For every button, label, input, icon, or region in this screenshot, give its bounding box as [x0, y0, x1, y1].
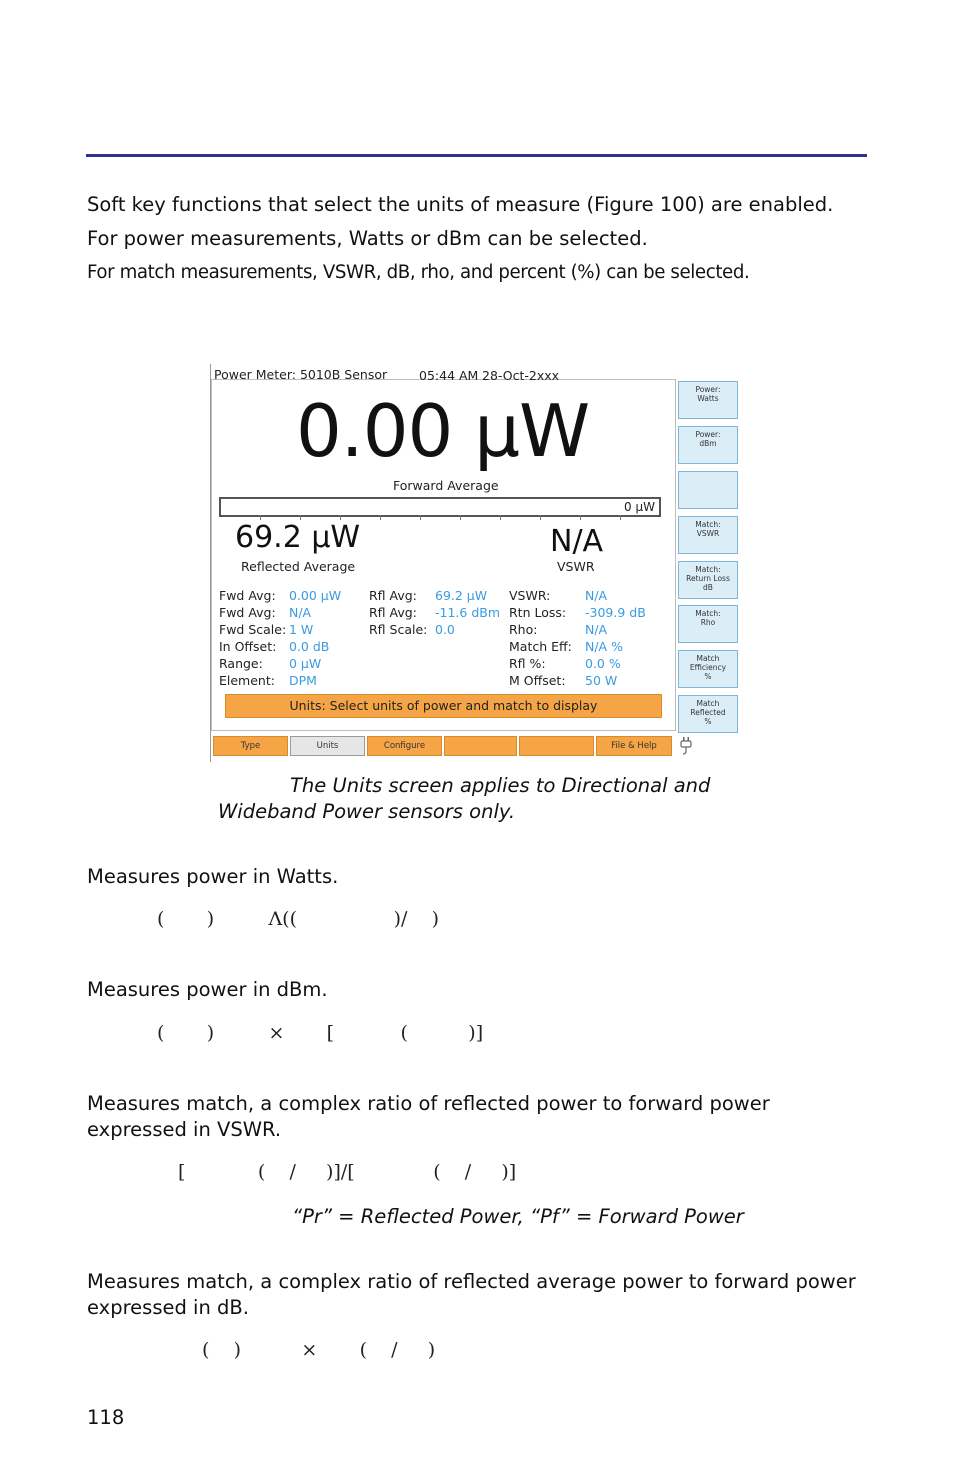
intro-line-1: Soft key functions that select the units of measure (Figure 100) are enabled. — [87, 193, 834, 216]
col1-value: DPM — [289, 673, 317, 688]
softkey-line: Match: — [695, 609, 721, 618]
reflected-average-label: Reflected Average — [241, 559, 356, 574]
softkey-line: Return Loss — [686, 574, 730, 583]
col3-value: -309.9 dB — [585, 605, 646, 620]
bottom-key-blank[interactable] — [519, 736, 594, 756]
watts-formula: ( ) Λ(( )∕ ) — [157, 908, 440, 930]
softkey-match-return-loss[interactable] — [678, 561, 738, 599]
col3-label: Match Eff: — [509, 639, 572, 654]
bar-tick — [420, 515, 421, 520]
return-loss-description-2: expressed in dB. — [87, 1296, 249, 1319]
watts-description: Measures power in Watts. — [87, 865, 339, 888]
softkey-match-reflected[interactable] — [678, 695, 738, 733]
figure-caption-line-1: The Units screen applies to Directional and — [290, 774, 711, 797]
col3-value: 0.0 % — [585, 656, 621, 671]
bar-tick — [380, 515, 381, 520]
bottom-key-units[interactable]: Units — [290, 736, 365, 756]
softkey-blank[interactable] — [678, 471, 738, 509]
col1-value: N/A — [289, 605, 312, 620]
col1-label: Fwd Scale: — [219, 622, 287, 637]
softkey-line: Power: — [695, 385, 721, 394]
softkey-line: Power: — [695, 430, 721, 439]
softkey-line: dB — [703, 583, 713, 592]
screen-title: Power Meter: 5010B Sensor — [214, 367, 388, 382]
col3-label: Rtn Loss: — [509, 605, 567, 620]
col3-value: N/A — [585, 588, 608, 603]
col3-value: N/A — [585, 622, 608, 637]
intro-line-2: For power measurements, Watts or dBm can be selected. — [87, 227, 648, 250]
col3-label: Rho: — [509, 622, 538, 637]
softkey-line: Rho — [700, 618, 716, 627]
col3-label: VSWR: — [509, 588, 551, 603]
bar-tick — [460, 515, 461, 520]
forward-average-value: 0.00 µW — [296, 389, 590, 473]
power-plug-icon — [680, 737, 692, 755]
col3-value: N/A % — [585, 639, 623, 654]
bar-tick — [540, 515, 541, 520]
page-number: 118 — [87, 1406, 125, 1429]
col3-value: 50 W — [585, 673, 618, 688]
col1-label: Fwd Avg: — [219, 588, 276, 603]
softkey-line: % — [704, 717, 712, 726]
return-loss-description-1: Measures match, a complex ratio of reflected average power to forward power — [87, 1270, 856, 1293]
status-message: Units: Select units of power and match to display — [225, 694, 662, 718]
softkey-line: Match — [696, 699, 720, 708]
softkey-line: % — [704, 672, 712, 681]
softkey-line: Match: — [695, 565, 721, 574]
header-rule — [86, 154, 867, 157]
col2-label: Rfl Avg: — [369, 605, 417, 620]
col2-value: 0.0 — [435, 622, 455, 637]
vswr-description-2: expressed in VSWR. — [87, 1118, 282, 1141]
forward-power-bar — [219, 497, 661, 517]
col1-value: 0.00 µW — [289, 588, 342, 603]
softkey-power-watts[interactable] — [678, 381, 738, 419]
bar-tick — [580, 515, 581, 520]
col2-label: Rfl Scale: — [369, 622, 428, 637]
softkey-match-efficiency[interactable] — [678, 650, 738, 688]
dbm-formula: ( ) × [ ( )] — [157, 1022, 484, 1044]
col1-label: Fwd Avg: — [219, 605, 276, 620]
vswr-formula: [ ( ∕ )]∕[ ( ∕ )] — [178, 1161, 517, 1183]
col2-value: 69.2 µW — [435, 588, 488, 603]
figure-caption-line-2: Wideband Power sensors only. — [218, 800, 516, 823]
col1-label: In Offset: — [219, 639, 277, 654]
softkey-line: Match: — [695, 520, 721, 529]
bar-value: 0 µW — [624, 500, 655, 514]
bar-tick — [620, 515, 621, 520]
softkey-line: Watts — [697, 394, 719, 403]
softkey-line: Match — [696, 654, 720, 663]
col2-value: -11.6 dBm — [435, 605, 501, 620]
bar-tick — [500, 515, 501, 520]
dbm-description: Measures power in dBm. — [87, 978, 328, 1001]
bottom-key-file-help[interactable]: File & Help — [596, 736, 672, 756]
col3-label: Rfl %: — [509, 656, 546, 671]
screen-date: 28-Oct-2xxx — [482, 368, 560, 383]
softkey-line: Efficiency — [689, 663, 727, 672]
forward-average-label: Forward Average — [393, 478, 499, 493]
intro-line-3: For match measurements, VSWR, dB, rho, and percent (%) can be selected. — [87, 262, 750, 283]
col1-value: 1 W — [289, 622, 314, 637]
reflected-average-value: 69.2 µW — [235, 520, 361, 555]
return-loss-formula: ( ) × ( ∕ ) — [202, 1339, 436, 1361]
softkey-power-dbm[interactable] — [678, 426, 738, 464]
softkey-line: Reflected — [690, 708, 726, 717]
col1-label: Range: — [219, 656, 263, 671]
vswr-label: VSWR — [557, 559, 595, 574]
col1-value: 0.0 dB — [289, 639, 330, 654]
softkey-line: dBm — [699, 439, 717, 448]
vswr-note: “Pr” = Reflected Power, “Pf” = Forward Power — [292, 1205, 744, 1228]
bottom-key-configure[interactable]: Configure — [367, 736, 442, 756]
col1-value: 0 µW — [289, 656, 322, 671]
softkey-match-vswr[interactable] — [678, 516, 738, 554]
col1-label: Element: — [219, 673, 275, 688]
vswr-value: N/A — [550, 524, 604, 559]
softkey-line: VSWR — [696, 529, 720, 538]
bottom-key-type[interactable]: Type — [213, 736, 288, 756]
col3-label: M Offset: — [509, 673, 566, 688]
screen-time: 05:44 AM — [419, 368, 479, 383]
bottom-key-blank[interactable] — [444, 736, 517, 756]
softkey-match-rho[interactable] — [678, 605, 738, 643]
col2-label: Rfl Avg: — [369, 588, 417, 603]
vswr-description-1: Measures match, a complex ratio of reflected power to forward power — [87, 1092, 770, 1115]
